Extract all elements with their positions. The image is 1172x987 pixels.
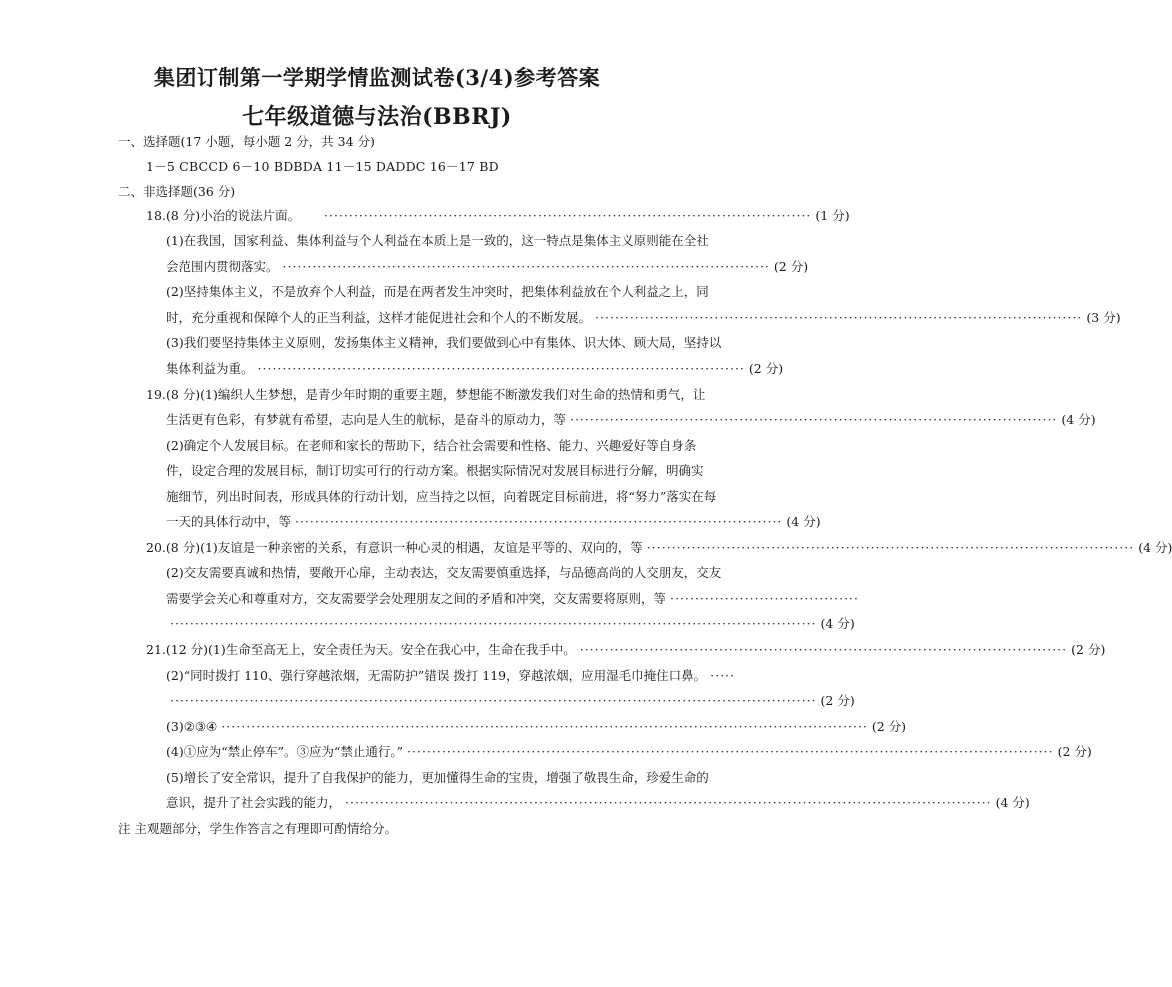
dot-leader: ·································································································· xyxy=(257,361,745,376)
q21-p3-points: (2 分) xyxy=(871,719,907,734)
q18-p3-points: (2 分) xyxy=(748,361,784,376)
q18-p3-line2 xyxy=(166,359,784,379)
q18-p1-line2 xyxy=(166,257,809,277)
q18-p2-text: 时，充分重视和保障个人的正当利益，这样才能促进社会和个人的不断发展。 xyxy=(166,310,592,325)
q19-p2-line1: (2)确定个人发展目标。在老师和家长的帮助下，结合社会需要和性格、能力、兴趣爱好等自身条 xyxy=(166,438,697,453)
page-title: 集团订制第一学期学情监测试卷(3/4)参考答案 xyxy=(153,65,601,90)
dot-leader: ·································································································································· xyxy=(345,795,992,810)
dot-leader: ·································································································································· xyxy=(170,693,817,708)
q19-p1-text2: 生活更有色彩，有梦就有希望，志向是人生的航标，是奋斗的原动力，等 xyxy=(166,412,567,427)
q21-p2-points: (2 分) xyxy=(820,693,855,708)
q18-p2-line1: (2)坚持集体主义，不是放弃个人利益，而是在两者发生冲突时，把集体利益放在个人利益之上，同 xyxy=(166,284,709,299)
q21-p5-points: (4 分) xyxy=(995,795,1030,810)
q19-p2-line2: 件，设定合理的发展目标，制订切实可行的行动方案。根据实际情况对发展目标进行分解，明确实 xyxy=(166,463,704,478)
q18-p3-text: 集体利益为重。 xyxy=(166,361,254,376)
q21-p4-text: (4)①应为“禁止停车”。③应为“禁止通行。” xyxy=(166,744,404,759)
dot-leader: ·································································································································· xyxy=(170,616,817,631)
dot-leader: ·································································································· xyxy=(646,540,1135,555)
q18-head-leader xyxy=(320,206,850,226)
q18-p1-line1: (1)在我国，国家利益、集体利益与个人利益在本质上是一致的，这一特点是集体主义原则能在全社 xyxy=(166,233,709,248)
q21-p5-line2 xyxy=(166,793,1030,813)
dot-leader: ·································································································· xyxy=(570,412,1058,427)
q20-p2-text: 需要学会关心和尊重对方，交友需要学会处理朋友之间的矛盾和冲突，交友需要将原则，等 xyxy=(166,591,667,606)
q21-p1-points: (2 分) xyxy=(1071,642,1106,657)
q19-line1 xyxy=(146,385,705,405)
q21-p2-line1 xyxy=(166,666,736,686)
q21-p1-text: (12 分)(1)生命至高无上，安全责任为天。安全在我心中，生命在我手中。 xyxy=(165,642,576,657)
q20-p1-text: (8 分)(1)友谊是一种亲密的关系，有意识一种心灵的相遇，友谊是平等的、双向的，等 xyxy=(165,540,643,555)
q21-number: 21. xyxy=(146,642,166,657)
q20-number: 20. xyxy=(146,540,166,555)
q19-p1-points: (4 分) xyxy=(1061,412,1096,427)
q18-head-points: (1 分) xyxy=(815,208,850,223)
q20-p2-points-line xyxy=(166,614,855,634)
dot-leader: ····· xyxy=(710,668,736,683)
q19-p2-text: 一天的具体行动中，等 xyxy=(166,514,292,529)
q18-p2-points: (3 分) xyxy=(1086,310,1121,325)
section-2-heading: 二、非选择题(36 分) xyxy=(118,184,236,199)
q21-p4-points: (2 分) xyxy=(1057,744,1092,759)
dot-leader: ·································································································· xyxy=(295,514,783,529)
q19-p2-points: (4 分) xyxy=(786,514,821,529)
q20-line1 xyxy=(146,538,1172,558)
q18-head-text: (8 分)小治的说法片面。 xyxy=(166,208,301,223)
dot-leader: ·································································································································· xyxy=(221,719,868,734)
q18-p2-line2 xyxy=(166,308,1121,328)
dot-leader: ·································································································································· xyxy=(407,744,1054,759)
q19-p2-line3: 施细节，列出时间表，形成具体的行动计划，应当持之以恒，向着既定目标前进，将“努力”落实在每 xyxy=(166,489,717,504)
multiple-choice-answers: 1－5 CBCCD 6－10 BDBDA 11－15 DADDC 16－17 BD xyxy=(146,159,499,174)
q21-p5-text: 意识，提升了社会实践的能力， xyxy=(166,795,342,810)
dot-leader: ·································································································· xyxy=(324,208,812,223)
q20-p2-line1: (2)交友需要真诚和热情，要敞开心扉，主动表达，交友需要慎重选择，与品德高尚的人交朋友，交友 xyxy=(166,565,722,580)
q18-p1-text: 会范围内贯彻落实。 xyxy=(166,259,279,274)
q21-p4-line xyxy=(166,742,1092,762)
q21-p2-text: (2)“同时拨打 110、强行穿越浓烟，无需防护”错误 拨打 119，穿越浓烟，应用湿毛巾掩住口鼻。 xyxy=(166,668,707,683)
q21-p2-points-line xyxy=(166,691,855,711)
q21-p3-text: (3)②③④ xyxy=(166,719,218,734)
q20-p2-line2 xyxy=(166,589,860,609)
q19-p2-line4 xyxy=(166,512,821,532)
q19-p1-text: (8 分)(1)编织人生梦想，是青少年时期的重要主题，梦想能不断激发我们对生命的热情和勇气，让 xyxy=(166,387,706,402)
q18-p3-line1: (3)我们要坚持集体主义原则，发扬集体主义精神，我们要做到心中有集体、识大体、顾大局，坚持以 xyxy=(166,335,722,350)
page-subtitle: 七年级道德与法治(BBRJ) xyxy=(242,104,512,130)
q18-p1-points: (2 分) xyxy=(773,259,809,274)
dot-leader: ·································································································· xyxy=(579,642,1068,657)
q20-p1-points: (4 分) xyxy=(1138,540,1172,555)
dot-leader: ·································································································· xyxy=(282,259,770,274)
q21-line1 xyxy=(146,640,1106,660)
q21-p5-line1: (5)增长了安全常识，提升了自我保护的能力，更加懂得生命的宝贵，增强了敬畏生命，珍爱生命的 xyxy=(166,770,709,785)
section-1-heading: 一、选择题(17 小题，每小题 2 分，共 34 分) xyxy=(118,134,375,149)
q18-number: 18. xyxy=(146,208,166,223)
q19-p1-line2 xyxy=(166,410,1096,430)
dot-leader: ·································································································· xyxy=(595,310,1083,325)
grading-note: 注 主观题部分，学生作答言之有理即可酌情给分。 xyxy=(118,821,397,836)
dot-leader: ······································ xyxy=(670,591,860,606)
q20-p2-points: (4 分) xyxy=(820,616,855,631)
q19-number: 19. xyxy=(146,387,166,402)
q21-p3-line xyxy=(166,717,907,737)
